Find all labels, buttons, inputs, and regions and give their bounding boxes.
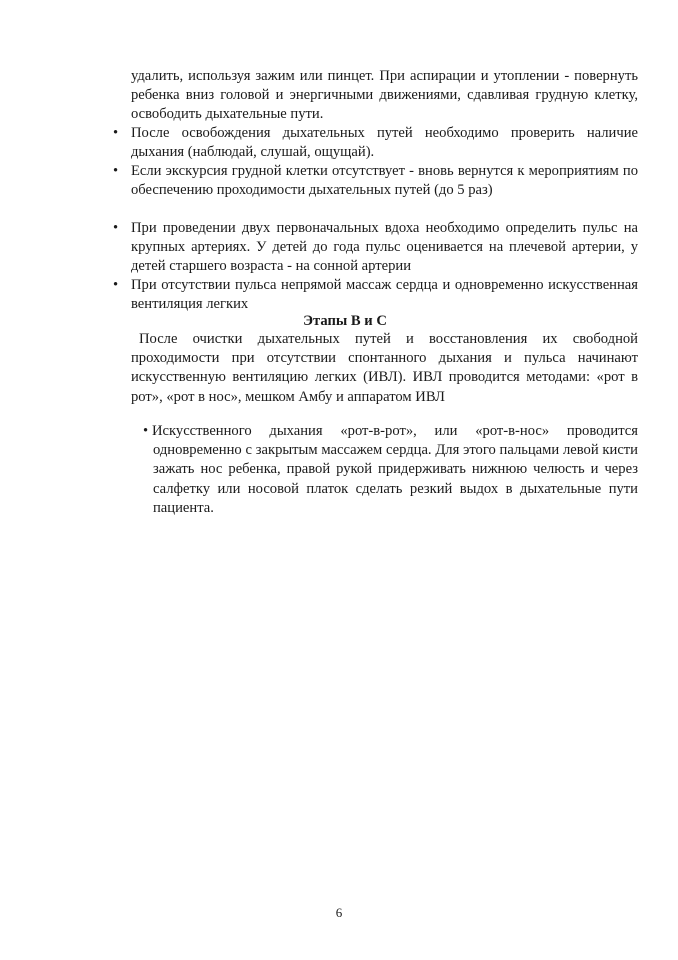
bullet-item: При проведении двух первоначальных вдоха необходимо определить пульс на крупных артериях. У детей до года пульс оценивается на плечевой артерии, у детей старшего возраста - на сонной артерии <box>131 220 638 275</box>
bullet-marker: • <box>113 125 119 141</box>
continuation-paragraph: удалить, используя зажим или пинцет. При аспирации и утоплении - повернуть ребенка вниз головой и энергичными движениями, сдавливая грудную клетку, освободить дыхательные пути. <box>131 68 638 123</box>
intro-paragraph: После очистки дыхательных путей и восстановления их свободной проходимости при отсутствии спонтанного дыхания и пульса начинают искусственную вентиляцию легких (ИВЛ). ИВЛ проводится методами: «рот в рот», «рот в нос», мешком Амбу и аппаратом ИВЛ <box>131 331 638 405</box>
bullet-marker: • <box>143 423 149 439</box>
bullet-item: Искусственного дыхания «рот-в-рот», или «рот-в-нос» проводится одновременно с закрытым массажем сердца. Для этого пальцами левой кисти зажать нос ребенка, правой рукой придерживать нижнюю челюсть и через салфетку или носовой платок сделать резкий выдох в дыхательные пути пациента. <box>152 423 638 516</box>
bullet-marker: • <box>113 163 119 179</box>
bullet-item: При отсутствии пульса непрямой массаж сердца и одновременно искусственная вентиляция легких <box>131 277 638 313</box>
section-heading: Этапы В и С <box>303 313 387 329</box>
bullet-marker: • <box>113 220 119 236</box>
bullet-item: После освобождения дыхательных путей необходимо проверить наличие дыхания (наблюдай, слушай, ощущай). <box>131 125 638 161</box>
page-number: 6 <box>335 905 343 920</box>
bullet-marker: • <box>113 277 119 293</box>
bullet-item: Если экскурсия грудной клетки отсутствует - вновь вернутся к мероприятиям по обеспечению проходимости дыхательных путей (до 5 раз) <box>131 163 638 199</box>
